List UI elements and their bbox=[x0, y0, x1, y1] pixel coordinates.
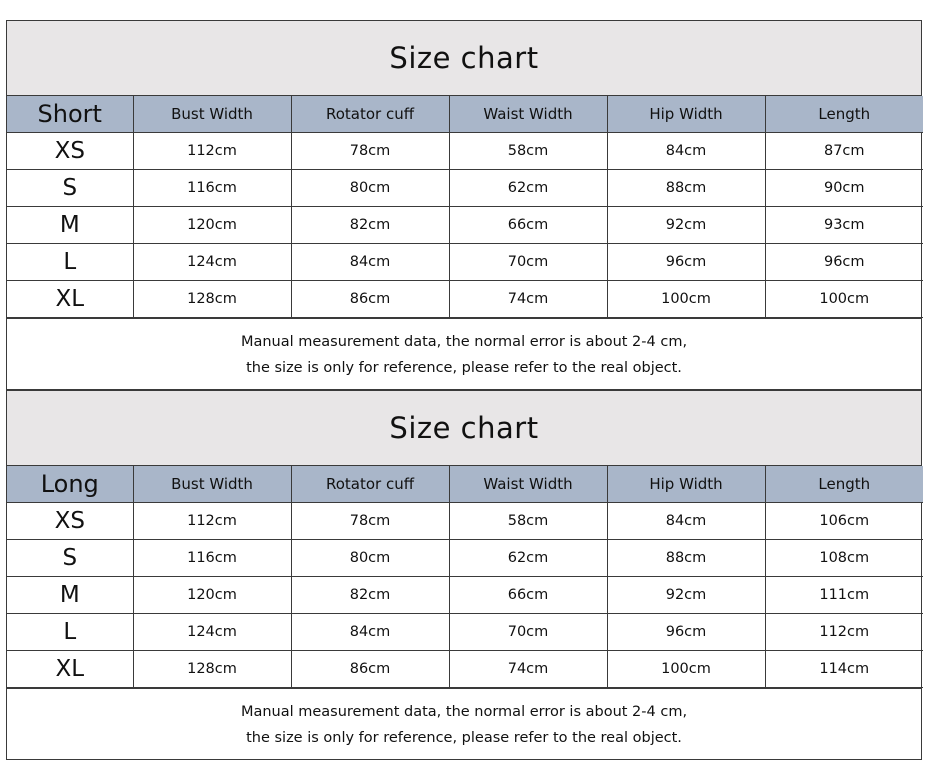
table-row bbox=[7, 613, 923, 650]
table-cell: 88cm bbox=[607, 169, 765, 206]
table-cell: 93cm bbox=[765, 206, 923, 243]
table-cell: 111cm bbox=[765, 576, 923, 613]
column-header: Length bbox=[765, 96, 923, 132]
table-cell: 80cm bbox=[291, 169, 449, 206]
measurement-note bbox=[7, 318, 921, 391]
table-cell: 62cm bbox=[449, 169, 607, 206]
size-label: L bbox=[7, 613, 133, 650]
size-label: XS bbox=[7, 502, 133, 539]
size-chart-short bbox=[6, 20, 922, 390]
column-header: Rotator cuff bbox=[291, 96, 449, 132]
table-cell: 78cm bbox=[291, 502, 449, 539]
table-cell: 96cm bbox=[607, 243, 765, 280]
table-cell: 78cm bbox=[291, 132, 449, 169]
table-row bbox=[7, 206, 923, 243]
table-cell: 92cm bbox=[607, 206, 765, 243]
column-header: Hip Width bbox=[607, 466, 765, 502]
column-header: Bust Width bbox=[133, 96, 291, 132]
column-header: Rotator cuff bbox=[291, 466, 449, 502]
measurement-note bbox=[7, 688, 921, 761]
size-label: XL bbox=[7, 650, 133, 687]
table-cell: 84cm bbox=[291, 243, 449, 280]
table-cell: 82cm bbox=[291, 576, 449, 613]
size-label: XS bbox=[7, 132, 133, 169]
table-cell: 128cm bbox=[133, 650, 291, 687]
table-cell: 90cm bbox=[765, 169, 923, 206]
table-cell: 70cm bbox=[449, 613, 607, 650]
table-cell: 66cm bbox=[449, 576, 607, 613]
table-cell: 58cm bbox=[449, 502, 607, 539]
table-row bbox=[7, 243, 923, 280]
table-cell: 96cm bbox=[607, 613, 765, 650]
table-row bbox=[7, 169, 923, 206]
table-cell: 100cm bbox=[607, 280, 765, 317]
table-cell: 70cm bbox=[449, 243, 607, 280]
size-label: M bbox=[7, 576, 133, 613]
table-row bbox=[7, 280, 923, 317]
table-cell: 124cm bbox=[133, 243, 291, 280]
size-label: XL bbox=[7, 280, 133, 317]
table-row bbox=[7, 576, 923, 613]
column-header: Waist Width bbox=[449, 96, 607, 132]
table-cell: 86cm bbox=[291, 280, 449, 317]
table-cell: 66cm bbox=[449, 206, 607, 243]
table-cell: 112cm bbox=[765, 613, 923, 650]
chart-title: Size chart bbox=[7, 21, 921, 96]
note-line: the size is only for reference, please refer to the real object. bbox=[246, 359, 682, 376]
size-label: S bbox=[7, 539, 133, 576]
column-header: Waist Width bbox=[449, 466, 607, 502]
header-row bbox=[7, 466, 923, 502]
table-cell: 114cm bbox=[765, 650, 923, 687]
table-cell: 116cm bbox=[133, 169, 291, 206]
table-cell: 84cm bbox=[607, 502, 765, 539]
table-cell: 120cm bbox=[133, 206, 291, 243]
table-cell: 62cm bbox=[449, 539, 607, 576]
size-table bbox=[7, 466, 923, 688]
table-cell: 112cm bbox=[133, 502, 291, 539]
table-cell: 100cm bbox=[765, 280, 923, 317]
note-line: Manual measurement data, the normal error is about 2-4 cm, bbox=[240, 333, 688, 350]
table-cell: 84cm bbox=[291, 613, 449, 650]
size-label: L bbox=[7, 243, 133, 280]
table-cell: 116cm bbox=[133, 539, 291, 576]
table-cell: 108cm bbox=[765, 539, 923, 576]
table-cell: 82cm bbox=[291, 206, 449, 243]
table-row bbox=[7, 132, 923, 169]
table-cell: 106cm bbox=[765, 502, 923, 539]
size-label: M bbox=[7, 206, 133, 243]
table-cell: 74cm bbox=[449, 280, 607, 317]
table-cell: 100cm bbox=[607, 650, 765, 687]
table-cell: 124cm bbox=[133, 613, 291, 650]
column-header: Bust Width bbox=[133, 466, 291, 502]
note-line: Manual measurement data, the normal error is about 2-4 cm, bbox=[240, 703, 688, 720]
table-cell: 112cm bbox=[133, 132, 291, 169]
table-cell: 80cm bbox=[291, 539, 449, 576]
table-cell: 58cm bbox=[449, 132, 607, 169]
header-row bbox=[7, 96, 923, 132]
variant-label: Short bbox=[7, 96, 133, 132]
table-cell: 86cm bbox=[291, 650, 449, 687]
table-cell: 87cm bbox=[765, 132, 923, 169]
size-label: S bbox=[7, 169, 133, 206]
table-row bbox=[7, 650, 923, 687]
table-cell: 96cm bbox=[765, 243, 923, 280]
table-row bbox=[7, 539, 923, 576]
table-row bbox=[7, 502, 923, 539]
chart-title: Size chart bbox=[7, 391, 921, 466]
column-header: Length bbox=[765, 466, 923, 502]
table-cell: 88cm bbox=[607, 539, 765, 576]
table-cell: 74cm bbox=[449, 650, 607, 687]
table-cell: 84cm bbox=[607, 132, 765, 169]
table-cell: 92cm bbox=[607, 576, 765, 613]
variant-label: Long bbox=[7, 466, 133, 502]
table-cell: 120cm bbox=[133, 576, 291, 613]
size-table bbox=[7, 96, 923, 318]
table-cell: 128cm bbox=[133, 280, 291, 317]
note-line: the size is only for reference, please refer to the real object. bbox=[246, 729, 682, 746]
size-chart-long bbox=[6, 390, 922, 760]
column-header: Hip Width bbox=[607, 96, 765, 132]
